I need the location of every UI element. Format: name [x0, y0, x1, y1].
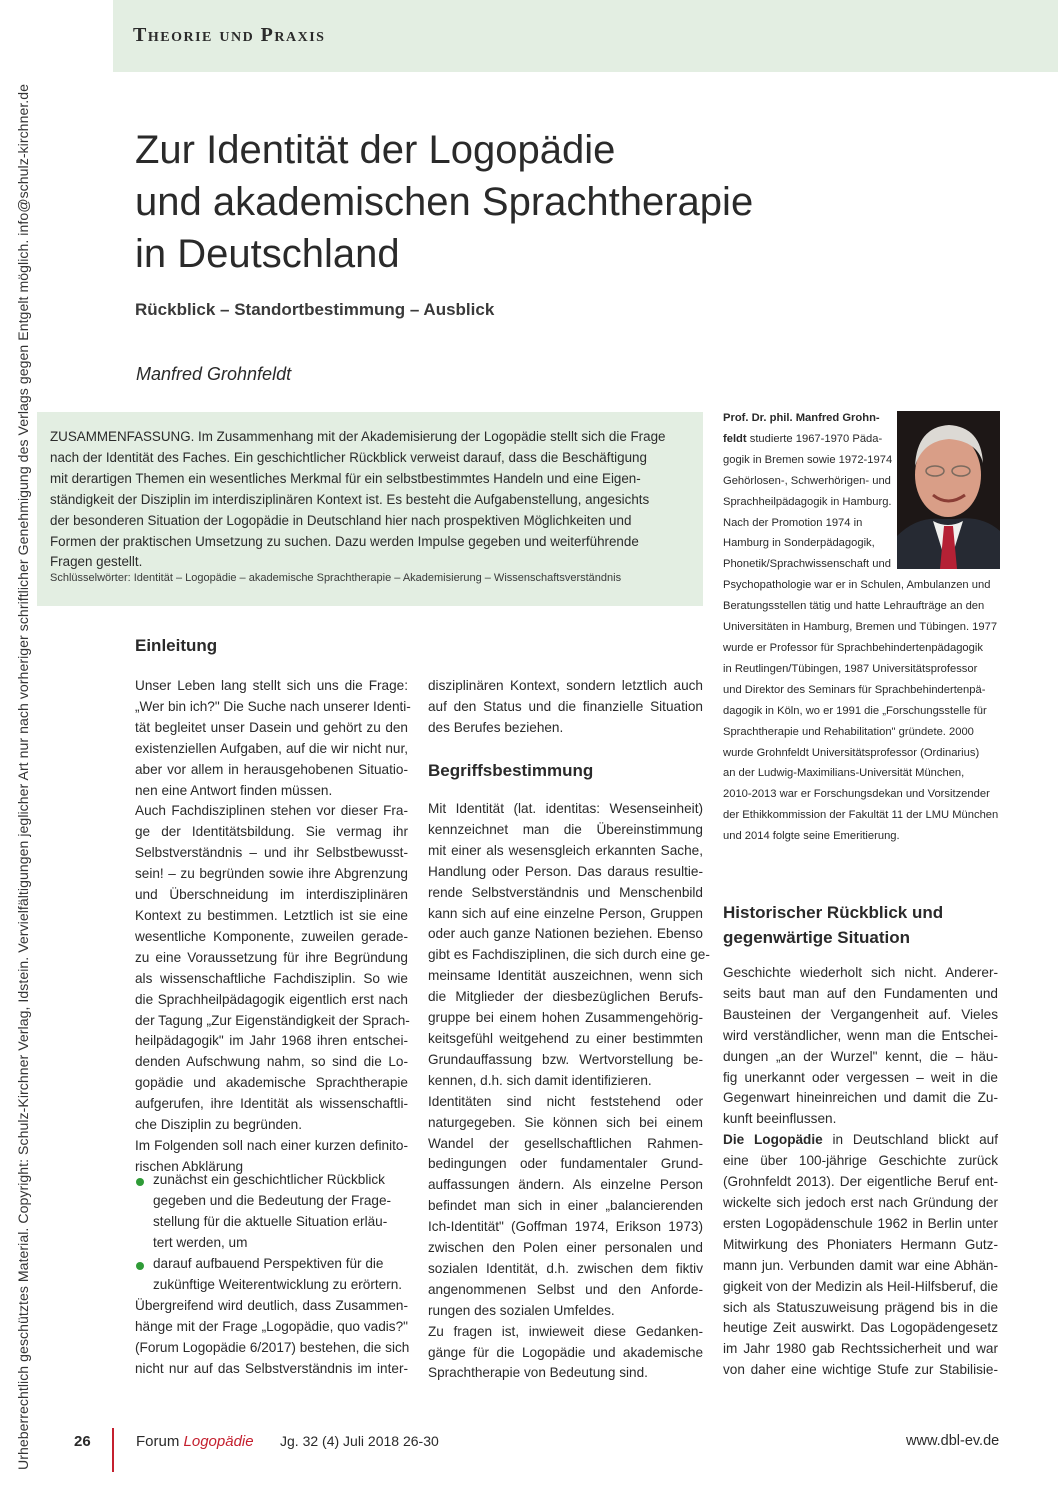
bio-text: studierte 1967-1970 Päda-: [746, 432, 883, 445]
text-line: sich als Statuszuweisung prägend bis in die: [723, 1299, 998, 1315]
title-line: in Deutschland: [135, 232, 400, 276]
text-line: ersten Logopädenschule 1962 in Berlin unter: [723, 1215, 998, 1231]
bio-line: Sprachheilpädagogik in Hamburg.: [723, 495, 892, 508]
text-line: Übergreifend wird deutlich, dass Zusammen-: [135, 1298, 408, 1313]
text-line: kann sich auf eine einzelne Person, Gruppen: [428, 905, 703, 921]
bio-line: wurde er Professor für Sprachbehindertenpädagogik: [723, 641, 983, 654]
text-line: oder auch ganze Nationen beziehen. Ebenso: [428, 926, 703, 942]
bio-line: dagogik in Köln, wo er 1991 die „Forschungsstelle für: [723, 704, 987, 717]
bold-lead: Die Logopädie: [723, 1132, 823, 1148]
text-line: befindet man sich in einer „balancierenden: [428, 1198, 703, 1214]
text-line: rischen Abklärung: [135, 1158, 244, 1174]
text-line: meinsame Identität auszeichnen, wenn sich: [428, 968, 703, 984]
text-line: tert werden, um: [153, 1234, 248, 1250]
abstract-line: der besonderen Situation der Logopädie in Deutschland hier nach prospektiven Möglichkeiten und: [50, 512, 632, 528]
text-line: aber vor allem in herausgehobenen Situatio-: [135, 761, 408, 777]
abstract-line: nach der Identität des Faches. Ein geschichtlicher Rückblick verweist darauf, dass die Beschäftigung: [50, 449, 647, 465]
text-line: von daher eine wichtige Stufe zur Stabilisie-: [723, 1362, 998, 1378]
journal-issue: Jg. 32 (4) Juli 2018 26-30: [280, 1433, 439, 1449]
column-2-text-b: [428, 799, 710, 1384]
page-number: 26: [74, 1433, 91, 1450]
text-line: und Überschneidung im interdisziplinären: [135, 887, 408, 903]
text-line: sozialen Identität, d.h. zwischen dem fiktiv: [428, 1260, 703, 1276]
bio-name-line: Prof. Dr. phil. Manfred Grohn-: [723, 412, 880, 424]
text-line: naturgegeben. Sie können sich bei einem: [428, 1114, 703, 1130]
bio-line: Psychopathologie war er in Schulen, Ambulanzen und: [723, 579, 991, 592]
text-line: Bausteinen der Vergangenheit auf. Vieles: [723, 1006, 998, 1022]
bio-line: 2010-2013 war er Forschungsdekan und Vorsitzender: [723, 788, 990, 801]
heading-line: gegenwärtige Situation: [723, 928, 911, 947]
keywords: Schlüsselwörter: Identität – Logopädie – akademische Sprachtherapie – Akademisierung – Wissenschaftsverständnis: [50, 572, 622, 584]
text-line: zukünftige Weiterentwicklung zu erörtern.: [153, 1276, 403, 1292]
text-line: Sprachtherapie von Bedeutung sind.: [428, 1365, 648, 1381]
lead-rest: in Deutschland blickt auf: [822, 1132, 999, 1148]
text-line: wird verständlicher, wenn man die Entschei-: [723, 1027, 998, 1043]
text-line: wickelte sich jedoch erst nach Gründung der: [723, 1194, 998, 1210]
text-line: che Disziplin zu begründen.: [135, 1117, 303, 1133]
text-line: Zu fragen ist, inwieweit diese Gedanken-: [428, 1323, 703, 1339]
text-line: Ich-Identität" (Goffman 1974, Erikson 1973): [428, 1219, 703, 1235]
bio-line: und Direktor des Seminars für Sprachbehindertenpä-: [723, 683, 986, 696]
text-line: wesentliche Komponente, zuweilen gerade-: [135, 928, 408, 944]
section-title: Theorie und Praxis: [133, 24, 326, 46]
text-line: rungen des sozialen Umfeldes.: [428, 1302, 615, 1318]
text-line: der Tagung „Zur Eigenständigkeit der Sprach-: [135, 1012, 410, 1028]
text-line: existenziellen Aufgaben, auf die wir nicht nur,: [135, 740, 408, 756]
bio-line: Hamburg in Sonderpädagogik,: [723, 537, 875, 550]
text-line: stellung für die aktuelle Situation erläu-: [153, 1213, 388, 1229]
text-line: Wandel der gesellschaftlichen Rahmen-: [428, 1135, 703, 1151]
abstract-line: ständigkeit der Disziplin im interdisziplinären Kontext ist. Es besteht die Aufgabenstellung, angesichts: [50, 491, 650, 507]
text-line: disziplinären Kontext, sondern letztlich auch: [428, 678, 703, 693]
text-line: Auch Fachdisziplinen stehen vor dieser Fra-: [135, 803, 408, 819]
text-line: gegeben und die Bedeutung der Frage-: [153, 1192, 392, 1208]
text-line: zunächst ein geschichtlicher Rückblick: [153, 1172, 385, 1187]
website-url: www.dbl-ev.de: [906, 1433, 1000, 1449]
text-line: bedingungen oder fundamentaler Grund-: [428, 1156, 703, 1172]
text-line: denden Aufschwung nahm, so sind die Lo-: [135, 1054, 408, 1070]
column-2-text-a: [428, 676, 703, 739]
text-line: Grundauffassung bzw. Wertvorstellung be-: [428, 1051, 703, 1067]
text-line: gruppe bei einem hohen Zusammengehörig-: [428, 1010, 703, 1026]
text-line: heilpädagogik" im Jahr 1968 ihren entschei-: [135, 1033, 408, 1049]
text-line: die Sprachheilpädagogik eigentlich erst nach: [135, 991, 408, 1007]
abstract-text: [50, 427, 690, 573]
bio-line: [723, 429, 1003, 450]
text-line: ge der Identitätsbildung. Sie vermag ihr: [135, 824, 408, 840]
text-line: [723, 1130, 998, 1151]
text-line: eine über 100-jährige Geschichte zurück: [723, 1153, 998, 1169]
journal-name-part: Logopädie: [183, 1433, 254, 1450]
article-author: Manfred Grohnfeldt: [136, 364, 292, 384]
abstract-line: Formen der praktischen Umsetzung zu suchen. Dazu werden Impulse gegeben und weiterführende: [50, 533, 639, 549]
heading-begriffsbestimmung: Begriffsbestimmung: [428, 761, 594, 780]
bullet-marker: [136, 1262, 144, 1270]
bio-line: Phonetik/Sprachwissenschaft und: [723, 558, 891, 571]
text-line: nicht nur auf das Selbstverständnis im inter-: [135, 1360, 408, 1376]
bullet-item: [153, 1254, 408, 1296]
text-line: gigkeit von der Medizin als Heil-Hilfsberuf, die: [723, 1278, 999, 1294]
bio-line: der Ethikkommission der Fakultät 11 der LMU München: [723, 809, 999, 822]
heading-einleitung: Einleitung: [135, 636, 218, 655]
column-1-text-b: [135, 1296, 408, 1380]
column-1-text-a: [135, 676, 411, 1178]
bio-line: Beratungsstellen tätig und hatte Lehraufträge an den: [723, 600, 985, 613]
bio-line: und 2014 folgte seine Emeritierung.: [723, 830, 900, 843]
text-line: dungen „an der Wurzel" kennt, die – häu-: [723, 1048, 998, 1064]
text-line: Identitäten sind nicht feststehend oder: [428, 1093, 703, 1109]
text-line: heutige Zeit auswirkt. Das Logopädengesetz: [723, 1320, 998, 1336]
title-line: und akademischen Sprachtherapie: [135, 180, 754, 224]
text-line: hänge mit der Frage „Logopädie, quo vadis?": [135, 1318, 408, 1334]
article-title: [135, 124, 855, 280]
heading-line: Historischer Rückblick und: [723, 903, 944, 922]
text-line: Im Folgenden soll nach einer kurzen definito-: [135, 1137, 408, 1153]
text-line: auffassungen ändern. Als einzelne Person: [428, 1177, 703, 1193]
text-line: darauf aufbauend Perspektiven für die: [153, 1256, 384, 1271]
text-line: kennen, d.h. sich damit identifizieren.: [428, 1072, 652, 1088]
text-line: des Berufes beziehen.: [428, 719, 564, 735]
text-line: tät begleitet unser Dasein und gehört zu den: [135, 719, 408, 735]
text-line: angenommenen Selbst und den Anforde-: [428, 1281, 703, 1297]
text-line: mit einer als wesensgleich erkannten Sache,: [428, 842, 703, 858]
text-line: gibt es Fachdisziplinen, die sich durch eine ge-: [428, 947, 710, 963]
bio-line: Universitäten in Hamburg, Bremen und Tübingen. 1977: [723, 621, 998, 634]
section-banner: [113, 0, 1058, 72]
text-line: Gegenwart hineinreichen und damit die Zu-: [723, 1090, 998, 1106]
text-line: gänge für die Logopädie und akademische: [428, 1344, 703, 1360]
text-line: mann jun. Verbunden damit war eine Abhän-: [723, 1257, 998, 1273]
text-line: rende Selbstverständnis und Menschenbild: [428, 884, 703, 900]
text-line: fig unerkannt oder vergessen – weit in die: [723, 1069, 998, 1085]
bio-line: Nach der Promotion 1974 in: [723, 516, 863, 529]
text-line: im Jahr 1980 gab Rechtssicherheit und war: [723, 1341, 998, 1357]
article-subtitle: Rückblick – Standortbestimmung – Ausblick: [135, 300, 495, 319]
bio-line: in Reutlingen/Tübingen, 1987 Universitätsprofessor: [723, 662, 978, 675]
text-line: zwischen den Polen einer personalen und: [428, 1240, 703, 1256]
journal-name-part: Forum: [136, 1433, 184, 1450]
abstract-line: Fragen gestellt.: [50, 554, 143, 570]
heading-historischer-rueckblick: [723, 900, 943, 950]
bullet-marker: [136, 1178, 144, 1186]
text-line: sein! – zu begründen sowie ihre Abgrenzung: [135, 866, 408, 882]
footer-divider: [112, 1428, 114, 1472]
bio-line: an der Ludwig-Maximilians-Universität München,: [723, 767, 965, 780]
abstract-line: ZUSAMMENFASSUNG. Im Zusammenhang mit der Akademisierung der Logopädie stellt sich die Frage: [50, 429, 666, 444]
bio-line: Sprachtherapie und Rehabilitation" gründete. 2000: [723, 725, 974, 738]
text-line: Kontext zu bestimmen. Letztlich ist sie eine: [135, 907, 408, 923]
text-line: seits baut man auf den Fundamenten und: [723, 985, 998, 1001]
author-bio: [723, 408, 1003, 847]
abstract-line: mit derartigen Themen ein wesentliches Merkmal für ein selbstbestimmtes Handeln und eine Eigen-: [50, 470, 641, 486]
text-line: als wissenschaftliche Fachdisziplin. So wie: [135, 970, 408, 986]
bio-line: Gehörlosen-, Schwerhörigen- und: [723, 474, 891, 487]
journal-name: [136, 1433, 254, 1450]
copyright-sidebar: Urheberrechtlich geschütztes Material. Copyright: Schulz-Kirchner Verlag, Idstein. Vervielfältigungen jeglicher Art nur nach vorheriger schriftlicher Genehmigung des Verlags gegen Entgelt möglich. info@schulz-kirchner.de: [15, 83, 31, 1470]
bullet-item: [153, 1170, 408, 1254]
text-line: Handlung oder Person. Das daraus resultie-: [428, 863, 703, 879]
text-line: auf den Status und die finanzielle Situation: [428, 698, 703, 714]
bio-line: wurde Grohnfeldt Universitätsprofessor (Ordinarius): [723, 746, 980, 759]
text-line: Mit Identität (lat. identitas: Wesenseinheit): [428, 801, 703, 816]
text-line: Geschichte wiederholt sich nicht. Anderer-: [723, 965, 998, 980]
text-line: kunft beeinflussen.: [723, 1111, 837, 1127]
text-line: aufgerufen, ihre Identität als wissenschaftli-: [135, 1096, 408, 1112]
bio-name: [723, 408, 1003, 429]
text-line: nen eine Antwort finden müssen.: [135, 782, 333, 798]
abstract-box: [37, 412, 703, 606]
bio-line: gogik in Bremen sowie 1972-1974: [723, 453, 893, 466]
text-line: kennzeichnet man die Übereinstimmung: [428, 821, 703, 837]
bio-name-line: feldt: [723, 432, 747, 445]
text-line: (Grohnfeldt 2013). Der eigentliche Beruf ent-: [723, 1174, 998, 1190]
text-line: Mitwirkung des Phoniaters Hermann Gutz-: [723, 1236, 998, 1252]
text-line: (Forum Logopädie 6/2017) bestehen, die sich: [135, 1339, 410, 1355]
text-line: Unser Leben lang stellt sich uns die Frage:: [135, 678, 408, 693]
text-line: keitsgefühl weitgehend zu einer bestimmten: [428, 1030, 703, 1046]
column-3-text: [723, 963, 998, 1381]
text-line: die Mitglieder der diesbezüglichen Berufs-: [428, 989, 703, 1005]
title-line: Zur Identität der Logopädie: [135, 128, 616, 172]
text-line: gopädie und akademische Sprachtherapie: [135, 1075, 408, 1091]
text-line: Selbstverständnis – und ihr Selbstbewusst-: [135, 845, 408, 861]
text-line: „Wer bin ich?" Die Suche nach unserer Identi-: [135, 698, 411, 714]
text-line: zu eine Voraussetzung für ihre Begründung: [135, 949, 408, 965]
